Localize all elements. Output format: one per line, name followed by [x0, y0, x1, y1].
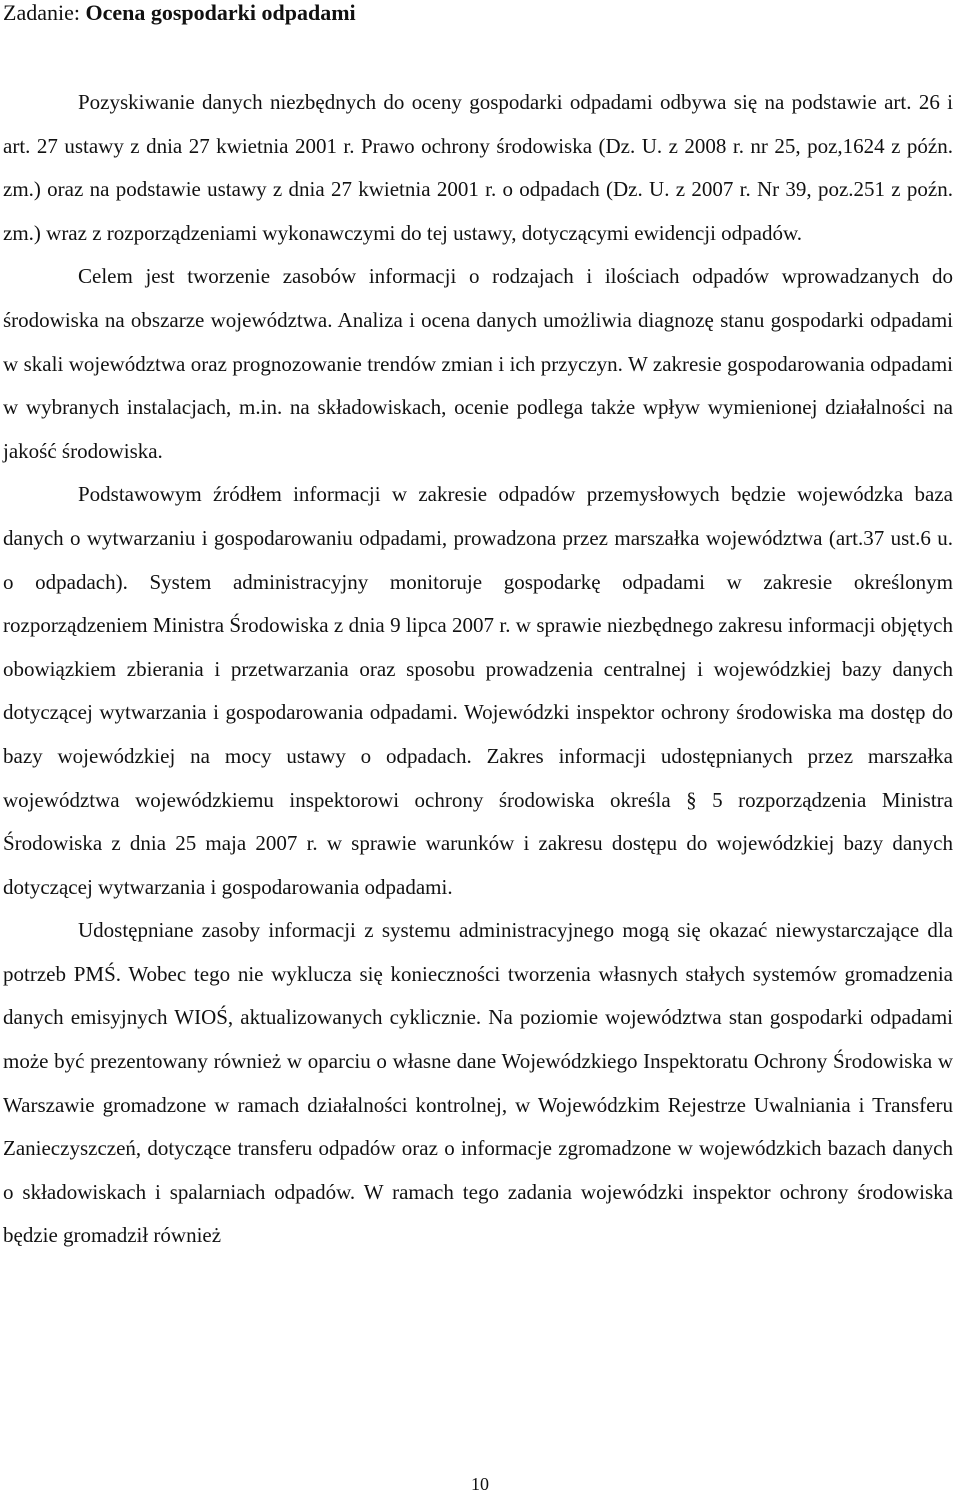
paragraph-legal-basis: Pozyskiwanie danych niezbędnych do oceny gospodarki odpadami odbywa się na podstawie art. 26 i art. 27 ustawy z dnia 27 kwietnia 2001 r. Prawo ochrony środowiska (Dz. U. z 2008 r. nr 25, poz,1624 z późn. zm.) oraz na podstawie ustawy z dnia 27 kwietnia 2001 r. o odpadach (Dz. U. z 2007 r. Nr 39, poz.251 z poźn. zm.) wraz z rozporządzeniami wykonawczymi do tej ustawy, dotyczącymi ewidencji odpadów. [3, 90, 953, 245]
page-number: 10 [471, 1474, 489, 1494]
paragraph-information-sources: Podstawowym źródłem informacji w zakresie odpadów przemysłowych będzie wojewódzka baza danych o wytwarzaniu i gospodarowaniu odpadami, prowadzona przez marszałka województwa (art.37 ust.6 u. o odpadach). System administracyjny monitoruje gospodarkę odpadami w zakresie określonym rozporządzeniem Ministra Środowiska z dnia 9 lipca 2007 r. w sprawie niezbędnego zakresu informacji objętych obowiązkiem zbierania i przetwarzania oraz sposobu prowadzenia centralnej i wojewódzkiej bazy danych dotyczącej wytwarzania i gospodarowania odpadami. Wojewódzki inspektor ochrony środowiska ma dostęp do bazy wojewódzkiej na mocy ustawy o odpadach. Zakres informacji udostępnianych przez marszałka województwa wojewódzkiemu inspektorowi ochrony środowiska określa § 5 rozporządzenia Ministra Środowiska z dnia 25 maja 2007 r. w sprawie warunków i zakresu dostępu do wojewódzkiej bazy danych dotyczącej wytwarzania i gospodarowania odpadami. [3, 482, 953, 899]
task-title: Ocena gospodarki odpadami [85, 0, 356, 25]
body-text [3, 81, 953, 1258]
task-prefix: Zadanie: [3, 0, 80, 25]
paragraph-additional-resources: Udostępniane zasoby informacji z systemu administracyjnego mogą się okazać niewystarczające dla potrzeb PMŚ. Wobec tego nie wyklucza się konieczności tworzenia własnych stałych systemów gromadzenia danych emisyjnych WIOŚ, aktualizowanych cyklicznie. Na poziomie województwa stan gospodarki odpadami może być prezentowany również w oparciu o własne dane Wojewódzkiego Inspektoratu Ochrony Środowiska w Warszawie gromadzone w ramach działalności kontrolnej, w Wojewódzkim Rejestrze Uwalniania i Transferu Zanieczyszczeń, dotyczące transferu odpadów oraz o informacje zgromadzone w wojewódzkich bazach danych o składowiskach i spalarniach odpadów. W ramach tego zadania wojewódzki inspektor ochrony środowiska będzie gromadził również [3, 918, 953, 1248]
paragraph-purpose: Celem jest tworzenie zasobów informacji o rodzajach i ilościach odpadów wprowadzanych do środowiska na obszarze województwa. Analiza i ocena danych umożliwia diagnozę stanu gospodarki odpadami w skali województwa oraz prognozowanie trendów zmian i ich przyczyn. W zakresie gospodarowania odpadami w wybranych instalacjach, m.in. na składowiskach, ocenie podlega także wpływ wymienionej działalności na jakość środowiska. [3, 264, 953, 463]
task-heading [3, 0, 356, 27]
